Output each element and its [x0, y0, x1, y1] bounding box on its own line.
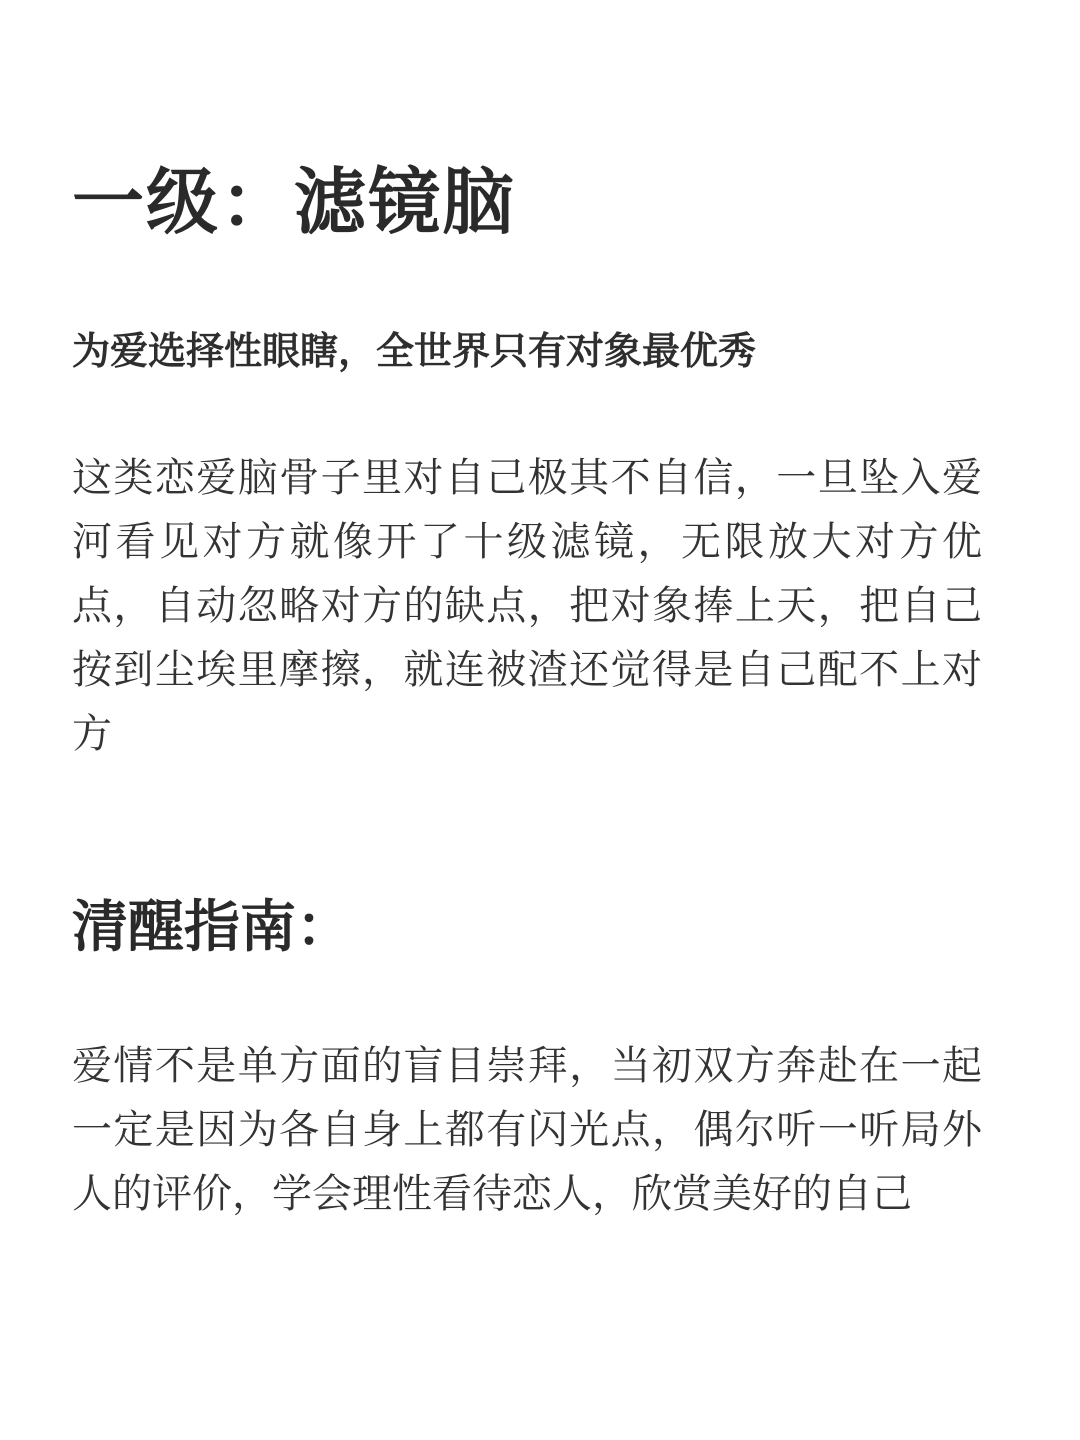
section-heading-guide: 清醒指南：	[72, 895, 352, 960]
subtitle: 为爱选择性眼瞎，全世界只有对象最优秀	[72, 329, 757, 373]
body-paragraph-description: 这类恋爱脑骨子里对自己极其不自信，一旦坠入爱河看见对方就像开了十级滤镜，无限放大对方优点，自动忽略对方的缺点，把对象捧上天，把自己按到尘埃里摩擦，就连被渣还觉得是自己配不上对方	[72, 455, 982, 757]
body-paragraph-guide: 爱情不是单方面的盲目崇拜，当初双方奔赴在一起一定是因为各自身上都有闪光点，偶尔听一听局外人的评价，学会理性看待恋人，欣赏美好的自己	[72, 1043, 982, 1217]
page-title: 一级：滤镜脑	[72, 160, 517, 244]
